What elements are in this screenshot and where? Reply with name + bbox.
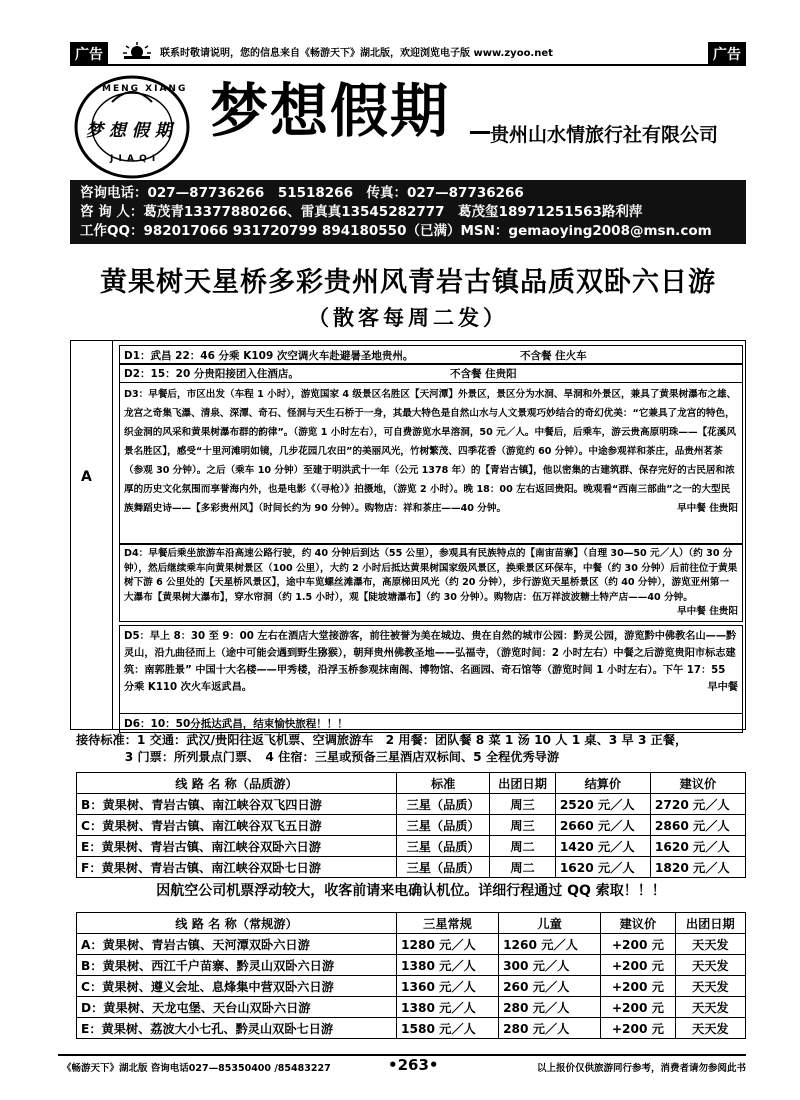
day-4 [119, 544, 743, 622]
top-ad-bar [70, 40, 746, 66]
logo-text-mid: 梦 想 假 期 [86, 121, 172, 141]
day-3-meal: 早中餐 住贵阳 [677, 503, 738, 514]
regular-price-table [76, 912, 746, 1039]
departure-day: 周三 [490, 794, 556, 815]
col-header: 建议价 [650, 773, 745, 794]
day-2-text: D2：15：20 分贵阳接团入住酒店。 [124, 368, 299, 380]
col-header: 三星常规 [397, 913, 499, 934]
departure-day: 天天发 [675, 997, 745, 1018]
day-6-text: D6：10：50分抵达武昌，结束愉快旅程！！！ [124, 718, 348, 730]
col-header: 线 路 名 称（常规游） [77, 913, 397, 934]
table-row [77, 836, 746, 857]
contact-phone: 咨询电话：027—87736266 51518266 传真：027—87736266 [80, 185, 524, 201]
route-name: C：黄果树、青岩古镇、南江峡谷双飞五日游 [77, 815, 397, 836]
child-price: 260 元／人 [499, 976, 601, 997]
standards-line-2: 3 门票：所列景点门票、 4 住宿：三星或预备三星酒店双标间、5 全程优秀导游 [76, 750, 560, 764]
table-row [77, 976, 746, 997]
day-2 [119, 363, 743, 383]
itinerary-block [70, 340, 746, 730]
col-header: 建议价 [601, 913, 675, 934]
route-name: D：黄果树、天龙屯堡、天台山双卧六日游 [77, 997, 397, 1018]
day-6 [119, 713, 743, 733]
col-header: 儿童 [499, 913, 601, 934]
standard: 三星（品质） [397, 836, 490, 857]
child-price: 280 元／人 [499, 997, 601, 1018]
suggested-markup: +200 元 [601, 1018, 675, 1039]
three-star-price: 1580 元／人 [397, 1018, 499, 1039]
route-name: C：黄果树、遵义会址、息烽集中营双卧六日游 [77, 976, 397, 997]
contact-block [70, 180, 746, 244]
departure-day: 天天发 [675, 1018, 745, 1039]
child-price: 280 元／人 [499, 1018, 601, 1039]
premium-price-table [76, 772, 746, 878]
sun-logo-icon [120, 40, 154, 60]
child-price: 1260 元／人 [499, 934, 601, 955]
suggested-markup: +200 元 [601, 997, 675, 1018]
table-row [77, 1018, 746, 1039]
settlement-price: 2520 元／人 [555, 794, 650, 815]
company-dash [470, 131, 490, 134]
table-row [77, 857, 746, 878]
standard: 三星（品质） [397, 794, 490, 815]
table-row [77, 794, 746, 815]
standards-line-1: 接待标准：1 交通：武汉/贵阳往返飞机票、空调旅游车 2 用餐：团队餐 8 菜 1 汤 10 人 1 桌、3 早 3 正餐， [76, 733, 688, 747]
logo-text-top: MENG XIANG [102, 84, 188, 94]
day-2-meal: 不含餐 住贵阳 [450, 368, 517, 380]
company-logo [72, 72, 192, 182]
day-4-text: D4：早餐后乘坐旅游车沿高速公路行驶，约 40 分钟后到达（55 公里），参观具有民族特点的【南宙苗寨】（自理 30—50 元／人）（约 30 分钟），然后继续乘车向黄果树景区（100 公里），大约 2 小时后抵达黄果树国家级风景区，换乘景区环保车，中餐（约 30 分钟）后前往位于黄果树下游 6 公里处的【天星桥风景区】，途中车览螺丝滩瀑布，高原梯田风光（约 20 分钟），步行游览天星桥景区（约 40 分钟），游览亚州第一大瀑布【黄果树大瀑布】，穿水帘洞（约 1.5 小时），观【陡坡塘瀑布】（约 30 分钟）。购物店：伍万祥波波糖土特产店——40 分钟。 [124, 548, 738, 603]
service-standards [76, 732, 746, 766]
contact-persons: 咨 询 人：葛茂青13377880266、雷真真13545282777 葛茂玺18971251563路利萍 [80, 204, 643, 220]
table-header-row [77, 913, 746, 934]
table-row [77, 815, 746, 836]
brand-title: 梦想假期 [210, 77, 451, 145]
suggested-price: 1620 元／人 [650, 836, 745, 857]
table-row [77, 934, 746, 955]
day-5-text: D5：早上 8：30 至 9：00 左右在酒店大堂接游客，前往被誉为美在城边、贵在自然的城市公园：黔灵公园，游览黔中佛教名山——黔灵山，沿九曲径而上（途中可能会遇到野生猕猴），朝拜贵州佛教圣地——弘福寺，（游览时间：2 小时左右）中餐之后游览贵阳市标志建筑：南郭胜景” 中国十大名楼——甲秀楼，沿浮玉桥参观抹南阁、博物馆、名画园、奇石馆等（游览时间 1 小时左右）。下午 17：55 分乘 K110 次火车返武昌。 [124, 631, 737, 693]
three-star-price: 1360 元／人 [397, 976, 499, 997]
departure-day: 周二 [490, 836, 556, 857]
suggested-price: 1820 元／人 [650, 857, 745, 878]
tour-title: 黄果树天星桥多彩贵州风青岩古镇品质双卧六日游 [100, 267, 716, 298]
booking-notice: 因航空公司机票浮动较大，收客前请来电确认机位。详细行程通过 QQ 索取！！！ [156, 883, 666, 899]
table-header-row [77, 773, 746, 794]
departure-day: 周二 [490, 857, 556, 878]
itinerary-label [71, 341, 113, 729]
col-header: 出团日期 [490, 773, 556, 794]
settlement-price: 2660 元／人 [555, 815, 650, 836]
table-row [77, 997, 746, 1018]
standard: 三星（品质） [397, 857, 490, 878]
route-name: B：黄果树、青岩古镇、南江峡谷双飞四日游 [77, 794, 397, 815]
day-3-text: D3：早餐后，市区出发（车程 1 小时），游览国家 4 级景区名胜区【天河潭】外景区，景区分为水洞、旱洞和外景区，兼具了黄果树瀑布之雄、龙宫之奇集飞瀑、清泉、深潭、奇石、怪洞与天生石桥于一身，其最大特色是自然山水与人文景观巧妙结合的奇幻优美：“它兼具了龙宫的特色，织金洞的风采和黄果树瀑布群的韵律”。（游览 1 小时左右），可自费游览水旱溶洞，50 元／人。中餐后，后乘车，游云贵高原明珠——【花溪风景名胜区】，感受“十里河滩明如镜，几步花园几农田”的美丽风光，竹树繁茂、四季花香（游览约 60 分钟）。中途参观祥和茶庄，品贵州茗茶（参观 30 分钟）。之后（乘车 10 分钟）至建于明洪武十一年（公元 1378 年）的【青岩古镇】，他以密集的古建筑群、保存完好的古民居和浓厚的历史文化氛围而享誉海内外，也是电影《（寻枪）》拍摄地，（游览 2 小时）。晚 18：00 左右返回贵阳。晚观看“西南三部曲”之一的大型民族舞蹈史诗——【多彩贵州风】（时间长约为 90 分钟）。购物店：祥和茶庄——40 分钟。 [124, 389, 737, 514]
route-name: F：黄果树、青岩古镇、南江峡谷双卧七日游 [77, 857, 397, 878]
tour-subtitle: （散客每周二发） [308, 306, 508, 330]
col-header: 出团日期 [675, 913, 745, 934]
day-1-meal: 不含餐 住火车 [520, 350, 587, 362]
logo-text-bottom: J I A Q I [110, 154, 157, 164]
table-row [77, 955, 746, 976]
departure-day: 周三 [490, 815, 556, 836]
ad-tag-right: 广告 [708, 42, 746, 66]
ad-tag-left: 广告 [70, 42, 108, 66]
col-header: 标准 [397, 773, 490, 794]
route-name: E：黄果树、荔波大小七孔、黔灵山双卧七日游 [77, 1018, 397, 1039]
suggested-price: 2860 元／人 [650, 815, 745, 836]
suggested-markup: +200 元 [601, 955, 675, 976]
settlement-price: 1420 元／人 [555, 836, 650, 857]
three-star-price: 1380 元／人 [397, 955, 499, 976]
day-3 [119, 382, 743, 544]
col-header: 线 路 名 称（品质游） [77, 773, 397, 794]
page-footer [58, 1054, 746, 1076]
day-1-text: D1：武昌 22：46 分乘 K109 次空调火车赴避暑圣地贵州。 [124, 350, 414, 362]
company-name: 贵州山水情旅行社有限公司 [490, 124, 719, 146]
itinerary-label-text: A [81, 469, 92, 485]
page-number: •263• [388, 1056, 439, 1074]
departure-day: 天天发 [675, 934, 745, 955]
child-price: 300 元／人 [499, 955, 601, 976]
settlement-price: 1620 元／人 [555, 857, 650, 878]
departure-day: 天天发 [675, 976, 745, 997]
day-4-meal: 早中餐 住贵阳 [677, 606, 738, 618]
contact-qq: 工作QQ：982017066 931720799 894180550（已满）MSN：gemaoying2008@msn.com [80, 223, 712, 239]
route-name: E：黄果树、青岩古镇、南江峡谷双卧六日游 [77, 836, 397, 857]
top-note: 联系时敬请说明，您的信息来自《畅游天下》湖北版，欢迎浏览电子版 www.zyoo.net [160, 48, 553, 59]
route-name: B：黄果树、西江千户苗寨、黔灵山双卧六日游 [77, 955, 397, 976]
day-5-meal: 早中餐 [707, 682, 738, 693]
footer-disclaimer: 以上报价仅供旅游同行参考，消费者请勿参阅此书 [536, 1063, 746, 1074]
three-star-price: 1380 元／人 [397, 997, 499, 1018]
day-5 [119, 625, 743, 714]
day-1 [119, 345, 743, 365]
footer-contact: 《畅游天下》湖北版 咨询电话027—85350400 /85483227 [62, 1063, 331, 1074]
route-name: A：黄果树、青岩古镇、天河潭双卧六日游 [77, 934, 397, 955]
suggested-markup: +200 元 [601, 976, 675, 997]
suggested-markup: +200 元 [601, 934, 675, 955]
col-header: 结算价 [555, 773, 650, 794]
suggested-price: 2720 元／人 [650, 794, 745, 815]
three-star-price: 1280 元／人 [397, 934, 499, 955]
standard: 三星（品质） [397, 815, 490, 836]
departure-day: 天天发 [675, 955, 745, 976]
